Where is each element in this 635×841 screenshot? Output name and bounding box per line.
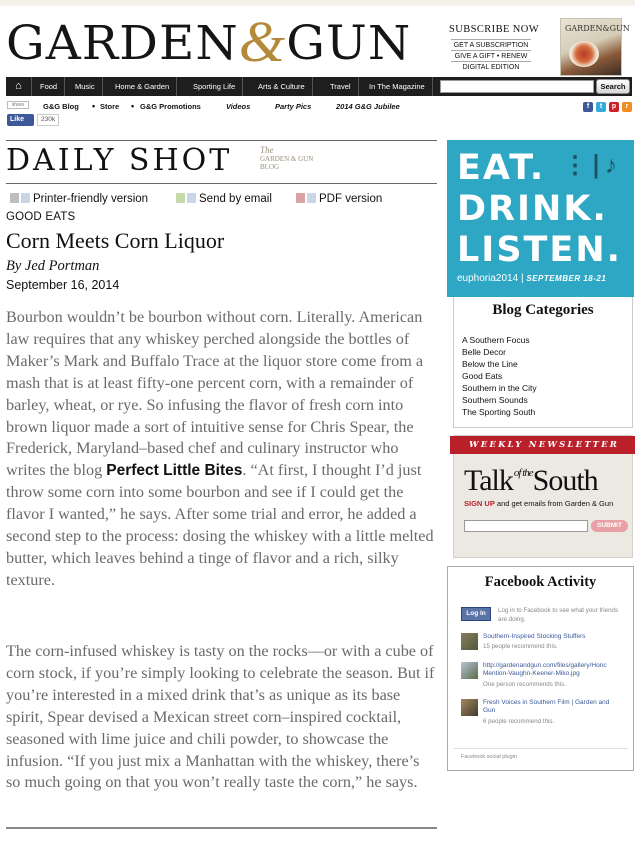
magazine-cover-title: GARDEN&GUN	[565, 24, 630, 33]
divider	[6, 827, 437, 829]
pinterest-icon[interactable]: p	[609, 102, 619, 112]
nav-food[interactable]: Food	[33, 77, 65, 96]
category-link[interactable]: Below the Line	[462, 359, 518, 369]
activity-meta: 6 people recommend this.	[483, 718, 555, 725]
paragraph-text: Bourbon wouldn’t be bourbon without corn. Literally. American law requires that any whiskey perched alongside the bottles of Maker’s Mark and Buffalo Trace at the liquor store come from a mash that is at least fifty-one percent corn, with a remainder of barley, wheat, or rye. So infusing the flavor of fresh corn into brown liquor made a sort of intuitive sense for Chris Spear, the Frederick, Maryland–based chef and culinary instructor who writes the blog	[6, 308, 424, 480]
subnav-videos[interactable]: Videos	[226, 102, 251, 111]
subscribe-block	[449, 24, 554, 72]
ad-dates: SEPTEMBER 18-21	[526, 274, 607, 283]
logo-gun: GUN	[286, 16, 412, 71]
send-email-label: Send by email	[199, 193, 272, 205]
euphoria-ad[interactable]	[447, 140, 634, 297]
blog-subtitle	[260, 146, 330, 171]
subnav-separator: •	[131, 101, 135, 111]
printer-friendly-label: Printer-friendly version	[33, 193, 149, 205]
category-link[interactable]: Southern Sounds	[462, 395, 528, 405]
rss-icon[interactable]: r	[622, 102, 632, 112]
magazine-cover-image[interactable]	[560, 18, 630, 76]
twitter-icon[interactable]: t	[596, 102, 606, 112]
nav-home-garden[interactable]: Home & Garden	[108, 77, 177, 96]
subnav-gg-blog[interactable]: G&G Blog	[43, 102, 79, 111]
facebook-activity-box	[447, 566, 634, 771]
newsletter-box	[453, 435, 633, 558]
activity-title[interactable]: http://gardenandgun.com/files/gallery/Honc Mention-Vaughn-Keener-Miko.jpg	[483, 662, 607, 677]
activity-thumbnail	[461, 662, 478, 679]
home-icon[interactable]: ⌂	[6, 77, 32, 96]
subnav-gg-promotions[interactable]: G&G Promotions	[140, 102, 201, 111]
activity-thumbnail	[461, 699, 478, 716]
category-link[interactable]: Belle Decor	[462, 347, 506, 357]
article-headline: Corn Meets Corn Liquor	[6, 228, 225, 253]
blog-subtitle-rest: GARDEN & GUN BLOG	[260, 155, 314, 171]
newsletter-submit-button[interactable]: SUBMIT	[591, 520, 628, 532]
article-date: September 16, 2014	[6, 278, 120, 292]
pdf-icon	[296, 193, 316, 203]
send-email-link[interactable]	[176, 193, 272, 205]
main-nav	[6, 77, 632, 96]
printer-friendly-link[interactable]	[10, 193, 148, 205]
paragraph-text: . “At first, I thought I’d just throw some corn into some bourbon and see if I could get the flavor I wanted,” he says. After some trial and error, he added a second step to the process: dosing the whiskey with a little melted butter, which leaves behind a tinge of flavor and a rich, silky texture.	[6, 461, 434, 589]
activity-title[interactable]: Fresh Voices in Southern Film | Garden and Gun	[483, 699, 610, 714]
blog-title[interactable]: DAILY SHOT	[6, 143, 233, 178]
divider	[454, 748, 628, 749]
category-link[interactable]: The Sporting South	[462, 407, 536, 417]
article-paragraph	[6, 307, 437, 592]
nav-arts-culture[interactable]: Arts & Culture	[251, 77, 313, 96]
newsletter-banner: WEEKLY NEWSLETTER	[450, 436, 635, 454]
get-subscription-link[interactable]: GET A SUBSCRIPTION	[451, 39, 531, 50]
logo-ampersand: &	[238, 9, 287, 74]
magazine-cover-plate	[569, 41, 599, 67]
search-button[interactable]: Search	[596, 79, 630, 94]
article-byline: By Jed Portman	[6, 258, 100, 274]
signup-bold: SIGN UP	[464, 499, 495, 508]
logo-of-the: of the	[513, 467, 533, 479]
subnav-jubilee[interactable]: 2014 G&G Jubilee	[336, 102, 400, 111]
signup-text	[464, 499, 613, 508]
activity-title[interactable]: Southern-Inspired Stocking Stuffers	[483, 633, 586, 640]
ad-brand: euphoria2014	[457, 273, 519, 284]
nav-travel[interactable]: Travel	[323, 77, 359, 96]
like-label: Like	[10, 116, 25, 123]
facebook-like-button[interactable]	[7, 114, 34, 126]
ad-word-listen: LISTEN.	[457, 230, 622, 270]
signup-rest: and get emails from Garden & Gun	[494, 499, 614, 508]
digital-edition-link[interactable]: DIGITAL EDITION	[451, 61, 531, 72]
facebook-plugin-label[interactable]: Facebook social plugin	[461, 754, 517, 760]
blog-categories-title: Blog Categories	[492, 302, 594, 318]
like-count: 230k	[37, 114, 59, 126]
email-icon	[176, 193, 196, 203]
nav-in-the-magazine[interactable]: In The Magazine	[362, 77, 433, 96]
blog-categories-box	[453, 297, 633, 428]
activity-thumbnail	[461, 633, 478, 650]
facebook-activity-title: Facebook Activity	[484, 574, 597, 590]
ad-word-eat: EAT.	[457, 148, 546, 188]
category-link[interactable]: A Southern Focus	[462, 335, 530, 345]
facebook-icon[interactable]: f	[583, 102, 593, 112]
article-category[interactable]: GOOD EATS	[6, 211, 76, 223]
category-link[interactable]: Southern in the City	[462, 383, 537, 393]
nav-sporting-life[interactable]: Sporting Life	[186, 77, 243, 96]
divider	[6, 183, 437, 184]
subnav-separator: •	[92, 101, 96, 111]
subnav-party-pics[interactable]: Party Pics	[275, 102, 312, 111]
perfect-little-bites-link[interactable]: Perfect Little Bites	[106, 462, 243, 480]
newsletter-email-input[interactable]	[464, 520, 588, 532]
share-button[interactable]: share	[7, 101, 29, 109]
article-paragraph: The corn-infused whiskey is tasty on the rocks—or with a cube of corn stock, if you’re simply looking to celebrate the season. But if you’re interested in a mixed drink that’s as unique as its base spirit, Spear devised a Mexican street corn–inspired cocktail, seasoned with lime juice and chili powder, to showcase the infusion. “If you just mix a Manhattan with the whiskey, there’s so much going on that you won’t really taste the corn,” he says.	[6, 642, 435, 792]
ad-footer: euphoria2014 | SEPTEMBER 18-21	[457, 273, 607, 284]
facebook-login-button[interactable]: Log In	[461, 607, 491, 621]
blog-subtitle-the: The	[260, 145, 274, 155]
logo-garden: GARDEN	[6, 16, 239, 71]
site-logo[interactable]	[6, 9, 412, 74]
category-link[interactable]: Good Eats	[462, 371, 503, 381]
printer-icon	[10, 193, 30, 203]
activity-meta: 15 people recommend this.	[483, 643, 558, 650]
give-gift-renew-link[interactable]: GIVE A GIFT • RENEW	[451, 50, 531, 61]
facebook-login-text: Log in to Facebook to see what your friends are doing.	[498, 607, 619, 623]
pdf-label: PDF version	[319, 193, 383, 205]
divider	[6, 140, 437, 141]
nav-music[interactable]: Music	[68, 77, 103, 96]
search-input[interactable]	[440, 80, 594, 93]
subscribe-title: SUBSCRIBE NOW	[449, 24, 540, 35]
subnav-store[interactable]: Store	[100, 102, 120, 111]
top-strip	[0, 0, 635, 6]
talk-of-the-south-logo	[464, 464, 598, 498]
logo-south: South	[532, 464, 598, 497]
fork-knife-guitar-icons: ⋮∣♪	[563, 152, 620, 179]
ad-word-drink: DRINK.	[457, 189, 608, 229]
logo-talk: Talk	[464, 464, 513, 497]
activity-meta: One person recommends this.	[483, 681, 566, 688]
pdf-link[interactable]	[296, 193, 382, 205]
